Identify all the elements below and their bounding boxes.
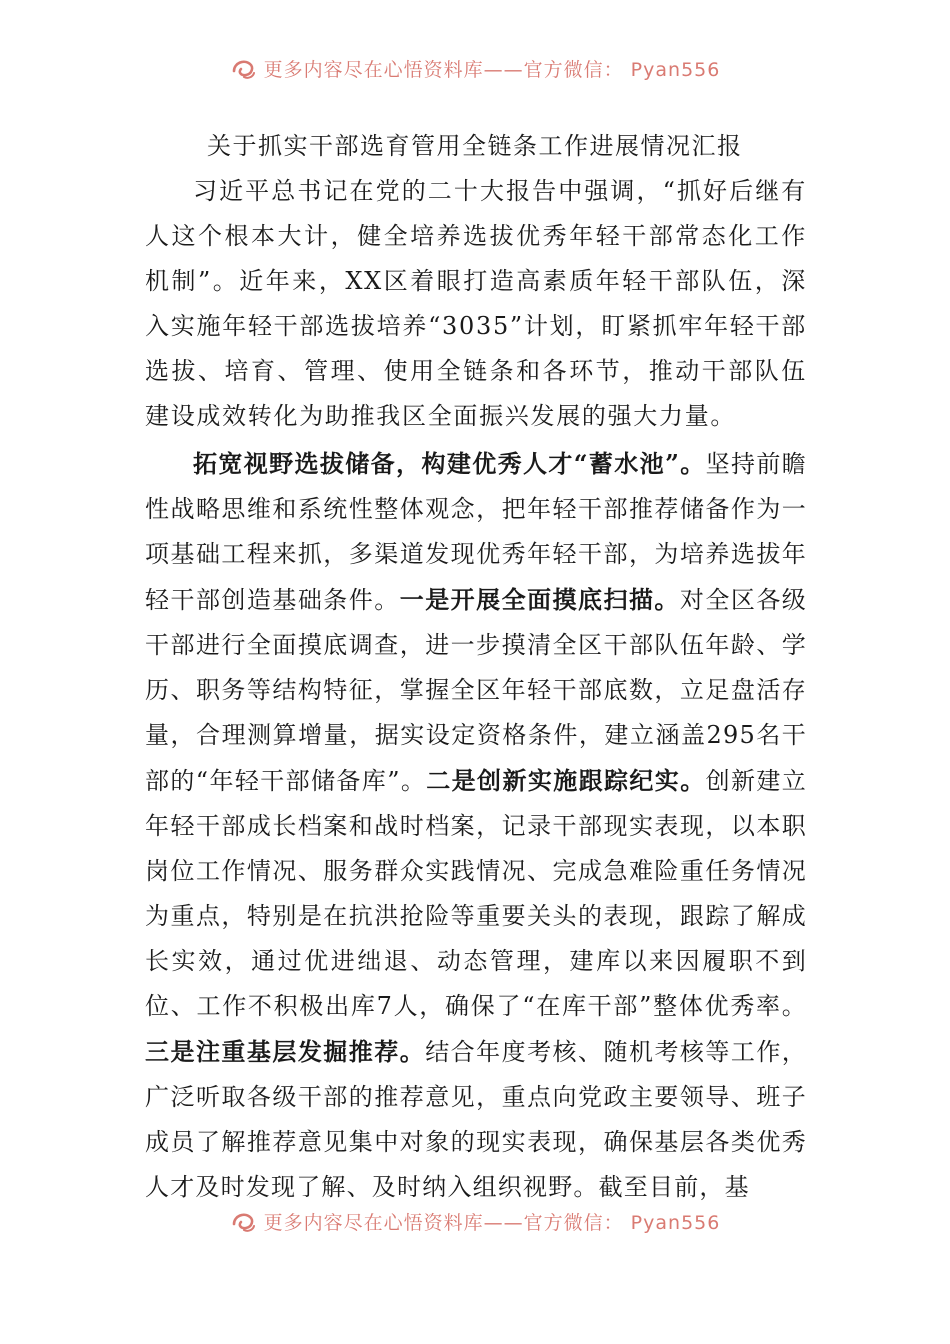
point-3-text: 结合年度考核、随机考核等工作，广泛听取各级干部的推荐意见，重点向党政主要领导、班子成员了解推荐意见集中对象的现实表现，确保基层各类优秀人才及时发现了解、及时纳入组织视野。截至目前，基 xyxy=(145,1038,808,1201)
watermark-footer xyxy=(0,1201,950,1241)
section-1-paragraph xyxy=(145,441,807,1210)
section-1-heading: 拓宽视野选拔储备，构建优秀人才“蓄水池”。 xyxy=(193,449,706,478)
point-3-title: 三是注重基层发掘推荐。 xyxy=(145,1037,426,1066)
watermark-text: 更多内容尽在心悟资料库——官方微信： Pyan556 xyxy=(263,1211,721,1234)
point-1-text: 对全区各级干部进行全面摸底调查，进一步摸清全区干部队伍年龄、学历、职务等结构特征，掌握全区年轻干部底数，立足盘活存量，合理测算增量，据实设定资格条件，建立涵盖295名干部的“年轻干部储备库”。 xyxy=(145,586,808,795)
document-title: 关于抓实干部选育管用全链条工作进展情况汇报 xyxy=(207,132,743,160)
document-body xyxy=(145,124,807,1210)
brand-swirl-icon xyxy=(230,1208,256,1234)
watermark-text: 更多内容尽在心悟资料库——官方微信： Pyan556 xyxy=(263,58,721,81)
intro-paragraph: 习近平总书记在党的二十大报告中强调，“抓好后继有人这个根本大计，健全培养选拔优秀年轻干部常态化工作机制”。近年来，XX区着眼打造高素质年轻干部队伍，深入实施年轻干部选拔培养“3035”计划，盯紧抓牢年轻干部选拔、培育、管理、使用全链条和各环节，推动干部队伍建设成效转化为助推我区全面振兴发展的强大力量。 xyxy=(145,177,807,430)
point-2-text: 创新建立年轻干部成长档案和战时档案，记录干部现实表现，以本职岗位工作情况、服务群众实践情况、完成急难险重任务情况为重点，特别是在抗洪抢险等重要关头的表现，跟踪了解成长实效，通过优进绌退、动态管理，建库以来因履职不到位、工作不积极出库7人，确保了“在库干部”整体优秀率。 xyxy=(145,767,807,1020)
section-1-lead: 坚持前瞻性战略思维和系统性整体观念，把年轻干部推荐储备作为一项基础工程来抓，多渠道发现优秀年轻干部，为培养选拔年轻干部创造基础条件。 xyxy=(145,450,807,614)
point-1-title: 一是开展全面摸底扫描。 xyxy=(399,585,680,614)
brand-swirl-icon xyxy=(230,55,256,81)
point-2-title: 二是创新实施跟踪纪实。 xyxy=(426,766,706,795)
watermark-header xyxy=(0,48,950,88)
